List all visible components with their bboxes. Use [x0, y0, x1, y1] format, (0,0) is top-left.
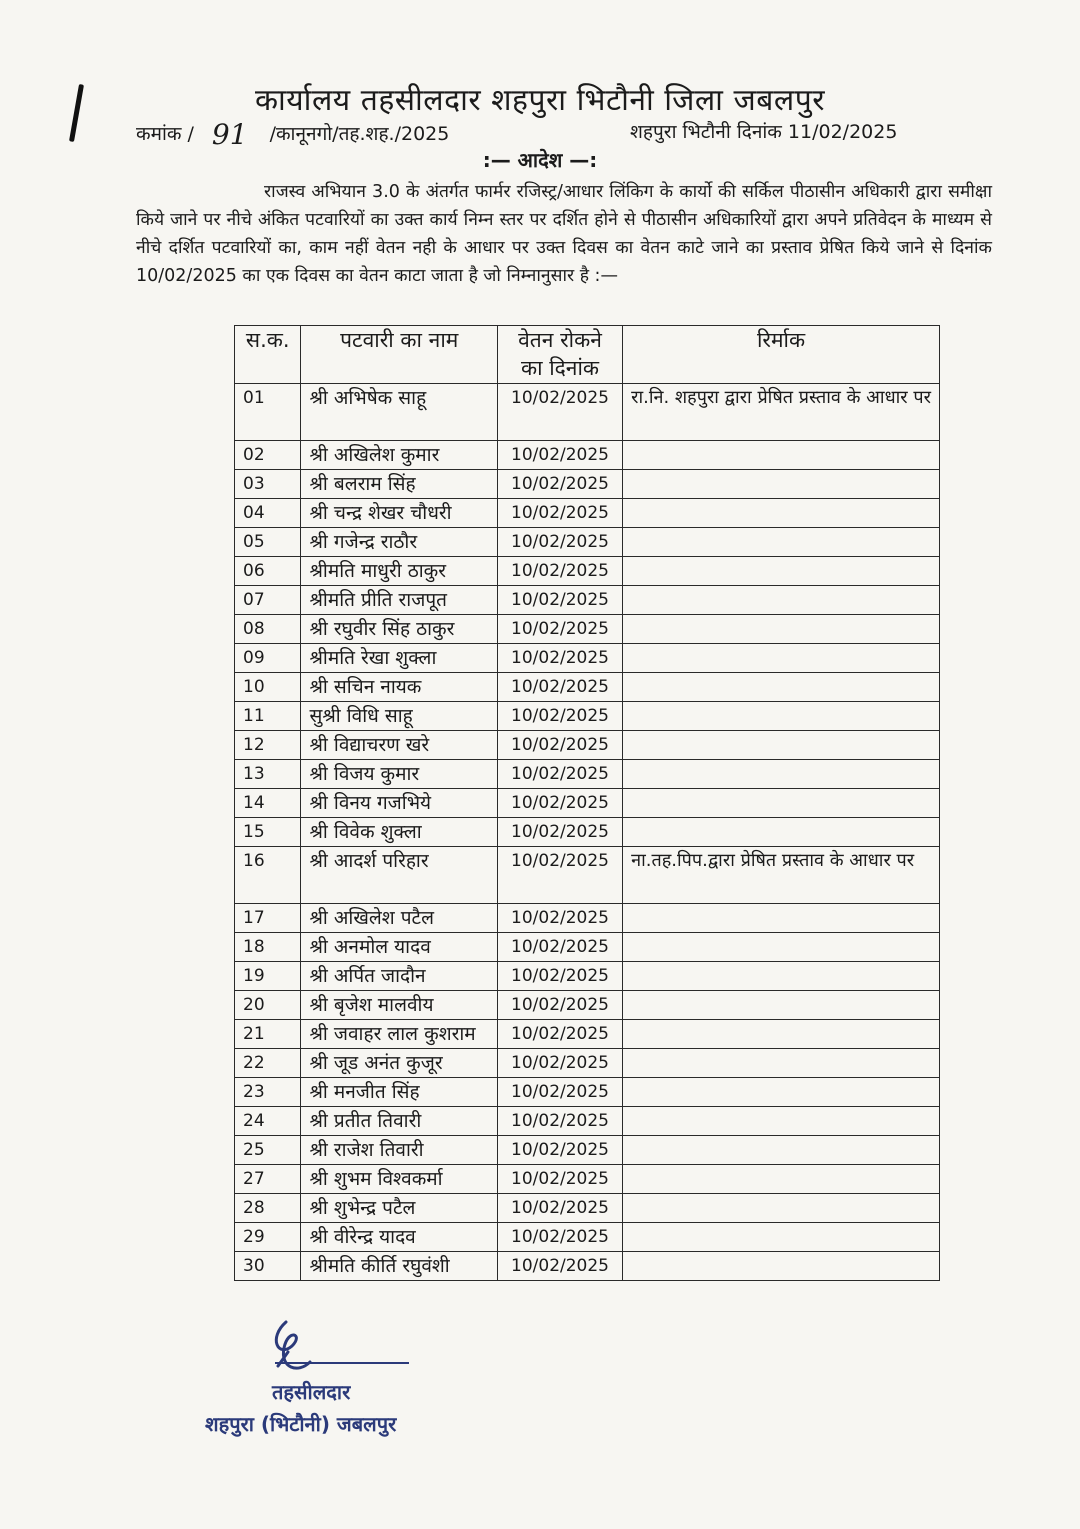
row-serial: 12	[235, 731, 301, 760]
row-name: सुश्री विधि साहू	[301, 702, 497, 731]
row-serial: 21	[235, 1020, 301, 1049]
table-row	[235, 557, 940, 586]
row-remark	[623, 731, 940, 760]
row-name: श्री अर्पित जादौन	[301, 962, 497, 991]
row-remark	[623, 615, 940, 644]
row-remark	[623, 557, 940, 586]
row-serial: 20	[235, 991, 301, 1020]
row-name: श्री अनमोल यादव	[301, 933, 497, 962]
reference-suffix: /कानूनगो/तह.शह./2025	[269, 123, 450, 145]
table-row	[235, 789, 940, 818]
row-date: 10/02/2025	[497, 1049, 622, 1078]
row-name: श्री वीरेन्द्र यादव	[301, 1223, 497, 1252]
row-name: श्री बृजेश मालवीय	[301, 991, 497, 1020]
row-name: श्री अखिलेश पटैल	[301, 904, 497, 933]
row-date: 10/02/2025	[497, 1136, 622, 1165]
row-remark: ना.तह.पिप.द्वारा प्रेषित प्रस्ताव के आधार पर	[623, 847, 940, 904]
header-date	[497, 326, 622, 384]
row-date: 10/02/2025	[497, 847, 622, 904]
row-name: श्री जूड अनंत कुजूर	[301, 1049, 497, 1078]
table-row	[235, 1165, 940, 1194]
row-remark	[623, 991, 940, 1020]
row-remark	[623, 441, 940, 470]
row-serial: 18	[235, 933, 301, 962]
row-name: श्री शुभेन्द्र पटैल	[301, 1194, 497, 1223]
row-serial: 01	[235, 384, 301, 441]
row-date: 10/02/2025	[497, 1107, 622, 1136]
reference-handwritten-number: 91	[211, 118, 248, 151]
signatory-place: शहपुरा (भिटौनी) जबलपुर	[205, 1412, 397, 1436]
row-date: 10/02/2025	[497, 586, 622, 615]
row-date: 10/02/2025	[497, 470, 622, 499]
row-name: श्री शुभम विश्वकर्मा	[301, 1165, 497, 1194]
table-body	[235, 384, 940, 1281]
row-date: 10/02/2025	[497, 1020, 622, 1049]
row-name: श्री राजेश तिवारी	[301, 1136, 497, 1165]
office-title: कार्यालय तहसीलदार शहपुरा भिटौनी जिला जबलपुर	[254, 83, 826, 118]
place-date: शहपुरा भिटौनी दिनांक 11/02/2025	[630, 121, 898, 143]
row-remark	[623, 673, 940, 702]
row-serial: 27	[235, 1165, 301, 1194]
row-name: श्री विनय गजभिये	[301, 789, 497, 818]
row-name: श्री अखिलेश कुमार	[301, 441, 497, 470]
header-date-line2: का दिनांक	[520, 356, 600, 380]
header-serial: स.क.	[235, 326, 301, 384]
row-name: श्री विद्याचरण खरे	[301, 731, 497, 760]
row-remark	[623, 528, 940, 557]
row-remark	[623, 1049, 940, 1078]
row-serial: 25	[235, 1136, 301, 1165]
table-row	[235, 1252, 940, 1281]
row-remark	[623, 644, 940, 673]
row-date: 10/02/2025	[497, 384, 622, 441]
row-date: 10/02/2025	[497, 528, 622, 557]
row-remark	[623, 1078, 940, 1107]
row-remark	[623, 1252, 940, 1281]
row-name: श्री आदर्श परिहार	[301, 847, 497, 904]
row-serial: 04	[235, 499, 301, 528]
patwari-salary-table	[234, 325, 940, 1281]
table-row	[235, 731, 940, 760]
table-row	[235, 818, 940, 847]
table-row	[235, 1049, 940, 1078]
row-serial: 09	[235, 644, 301, 673]
table-row	[235, 991, 940, 1020]
row-remark	[623, 499, 940, 528]
table-row	[235, 904, 940, 933]
row-serial: 28	[235, 1194, 301, 1223]
row-date: 10/02/2025	[497, 991, 622, 1020]
row-remark	[623, 1107, 940, 1136]
row-serial: 03	[235, 470, 301, 499]
row-remark	[623, 1136, 940, 1165]
row-date: 10/02/2025	[497, 760, 622, 789]
row-date: 10/02/2025	[497, 615, 622, 644]
table-row	[235, 1020, 940, 1049]
table-row	[235, 847, 940, 904]
row-remark	[623, 1194, 940, 1223]
row-date: 10/02/2025	[497, 557, 622, 586]
row-remark	[623, 760, 940, 789]
row-serial: 22	[235, 1049, 301, 1078]
row-remark	[623, 1223, 940, 1252]
row-serial: 02	[235, 441, 301, 470]
row-remark	[623, 818, 940, 847]
header-date-line1: वेतन रोकने	[518, 328, 602, 352]
row-date: 10/02/2025	[497, 644, 622, 673]
order-body-text: राजस्व अभियान 3.0 के अंतर्गत फार्मर रजिस्ट्र/आधार लिंकिग के कार्यो की सर्किल पीठासीन अधिकारी द्वारा समीक्षा किये जाने पर नीचे अंकित पटवारियों का उक्त कार्य निम्न स्तर पर दर्शित होने से पीठासीन अधिकारियों द्वारा अपने प्रतिवेदन के माध्यम से नीचे दर्शित पटवारियों का, काम नहीं वेतन नही के आधार पर उक्त दिवस का वेतन काटे जाने का प्रस्ताव प्रेषित किये जाने से दिनांक 10/02/2025 का एक दिवस का वेतन काटा जाता है जो निम्नानुसार है :—	[136, 182, 992, 286]
signatory-title: तहसीलदार	[272, 1380, 351, 1404]
row-name: श्रीमति रेखा शुक्ला	[301, 644, 497, 673]
row-remark	[623, 933, 940, 962]
row-name: श्रीमति प्रीति राजपूत	[301, 586, 497, 615]
table-row	[235, 441, 940, 470]
row-name: श्री अभिषेक साहू	[301, 384, 497, 441]
row-serial: 30	[235, 1252, 301, 1281]
signature-line	[275, 1362, 409, 1364]
table-row	[235, 760, 940, 789]
row-date: 10/02/2025	[497, 1252, 622, 1281]
table-row	[235, 1136, 940, 1165]
row-name: श्री मनजीत सिंह	[301, 1078, 497, 1107]
row-serial: 08	[235, 615, 301, 644]
row-remark	[623, 962, 940, 991]
row-name: श्री विवेक शुक्ला	[301, 818, 497, 847]
row-serial: 13	[235, 760, 301, 789]
table-row	[235, 1223, 940, 1252]
table-row	[235, 962, 940, 991]
row-date: 10/02/2025	[497, 962, 622, 991]
row-remark	[623, 586, 940, 615]
row-date: 10/02/2025	[497, 673, 622, 702]
row-serial: 17	[235, 904, 301, 933]
row-date: 10/02/2025	[497, 1223, 622, 1252]
row-remark	[623, 702, 940, 731]
row-name: श्री प्रतीत तिवारी	[301, 1107, 497, 1136]
table-row	[235, 615, 940, 644]
row-date: 10/02/2025	[497, 441, 622, 470]
row-date: 10/02/2025	[497, 818, 622, 847]
table-row	[235, 933, 940, 962]
row-name: श्री बलराम सिंह	[301, 470, 497, 499]
table-row	[235, 702, 940, 731]
row-serial: 15	[235, 818, 301, 847]
table-header-row	[235, 326, 940, 384]
row-remark	[623, 1165, 940, 1194]
row-name: श्री सचिन नायक	[301, 673, 497, 702]
row-name: श्री गजेन्द्र राठौर	[301, 528, 497, 557]
row-serial: 05	[235, 528, 301, 557]
row-serial: 23	[235, 1078, 301, 1107]
row-date: 10/02/2025	[497, 904, 622, 933]
row-name: श्रीमति माधुरी ठाकुर	[301, 557, 497, 586]
row-date: 10/02/2025	[497, 933, 622, 962]
table-row	[235, 644, 940, 673]
row-name: श्रीमति कीर्ति रघुवंशी	[301, 1252, 497, 1281]
row-remark	[623, 470, 940, 499]
signature-scribble	[258, 1318, 378, 1378]
row-date: 10/02/2025	[497, 1078, 622, 1107]
row-serial: 29	[235, 1223, 301, 1252]
row-remark	[623, 1020, 940, 1049]
table-row	[235, 1078, 940, 1107]
row-date: 10/02/2025	[497, 499, 622, 528]
row-serial: 10	[235, 673, 301, 702]
table-row	[235, 384, 940, 441]
row-remark	[623, 904, 940, 933]
row-date: 10/02/2025	[497, 731, 622, 760]
reference-prefix: कमांक /	[136, 123, 194, 145]
row-name: श्री जवाहर लाल कुशराम	[301, 1020, 497, 1049]
table-row	[235, 1107, 940, 1136]
row-name: श्री चन्द्र शेखर चौधरी	[301, 499, 497, 528]
header-name: पटवारी का नाम	[301, 326, 497, 384]
row-serial: 07	[235, 586, 301, 615]
table-row	[235, 499, 940, 528]
row-date: 10/02/2025	[497, 1194, 622, 1223]
order-heading: :— आदेश —:	[482, 148, 598, 172]
row-date: 10/02/2025	[497, 1165, 622, 1194]
table-row	[235, 673, 940, 702]
table-row	[235, 470, 940, 499]
row-serial: 19	[235, 962, 301, 991]
header-remark: रिर्माक	[623, 326, 940, 384]
row-serial: 06	[235, 557, 301, 586]
row-serial: 14	[235, 789, 301, 818]
table-row	[235, 586, 940, 615]
row-remark: रा.नि. शहपुरा द्वारा प्रेषित प्रस्ताव के आधार पर	[623, 384, 940, 441]
row-serial: 16	[235, 847, 301, 904]
row-remark	[623, 789, 940, 818]
row-name: श्री विजय कुमार	[301, 760, 497, 789]
table-row	[235, 1194, 940, 1223]
row-name: श्री रघुवीर सिंह ठाकुर	[301, 615, 497, 644]
row-date: 10/02/2025	[497, 789, 622, 818]
row-serial: 11	[235, 702, 301, 731]
table-row	[235, 528, 940, 557]
row-serial: 24	[235, 1107, 301, 1136]
row-date: 10/02/2025	[497, 702, 622, 731]
